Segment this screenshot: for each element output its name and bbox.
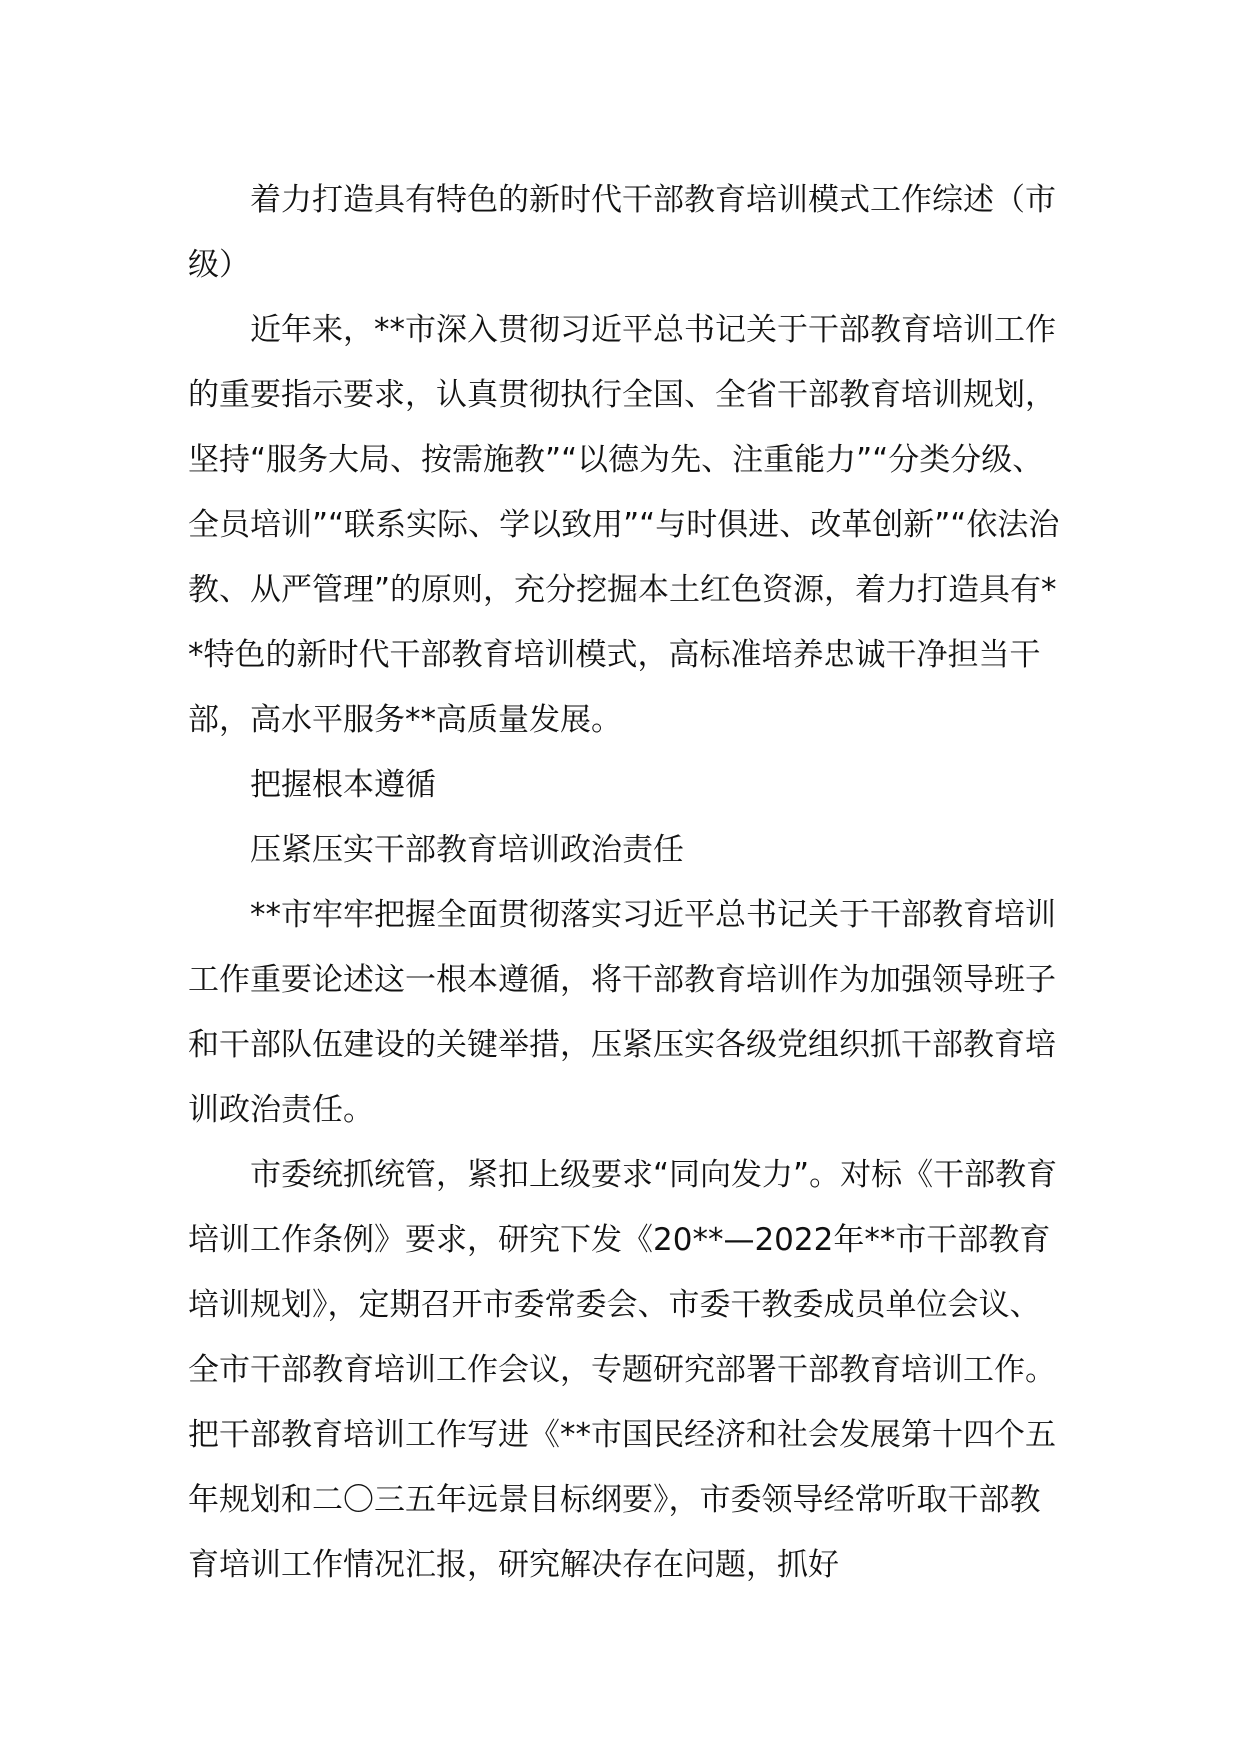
section-subheading: 压紧压实干部教育培训政治责任 (250, 832, 684, 868)
section-heading: 把握根本遵循 (250, 767, 436, 803)
body-paragraph: **市牢牢把握全面贯彻落实习近平总书记关于干部教育培训工作重要论述这一根本遵循，将干部教育培训作为加强领导班子和干部队伍建设的关键举措，压紧压实各级党组织抓干部教育培训政治责任。 (188, 897, 1056, 1128)
document-body (188, 168, 1068, 1598)
document-title: 着力打造具有特色的新时代干部教育培训模式工作综述（市级） (188, 182, 1056, 283)
body-paragraph: 市委统抓统管，紧扣上级要求“同向发力”。对标《干部教育培训工作条例》要求，研究下发《20**—2022年**市干部教育培训规划》，定期召开市委常委会、市委干教委成员单位会议、全市干部教育培训工作会议，专题研究部署干部教育培训工作。把干部教育培训工作写进《**市国民经济和社会发展第十四个五年规划和二〇三五年远景目标纲要》，市委领导经常听取干部教育培训工作情况汇报，研究解决存在问题，抓好 (188, 1157, 1058, 1583)
intro-paragraph: 近年来，**市深入贯彻习近平总书记关于干部教育培训工作的重要指示要求，认真贯彻执行全国、全省干部教育培训规划，坚持“服务大局、按需施教”“以德为先、注重能力”“分类分级、全员培训”“联系实际、学以致用”“与时俱进、改革创新”“依法治教、从严管理”的原则，充分挖掘本土红色资源，着力打造具有**特色的新时代干部教育培训模式，高标准培养忠诚干净担当干部，高水平服务**高质量发展。 (188, 312, 1060, 738)
